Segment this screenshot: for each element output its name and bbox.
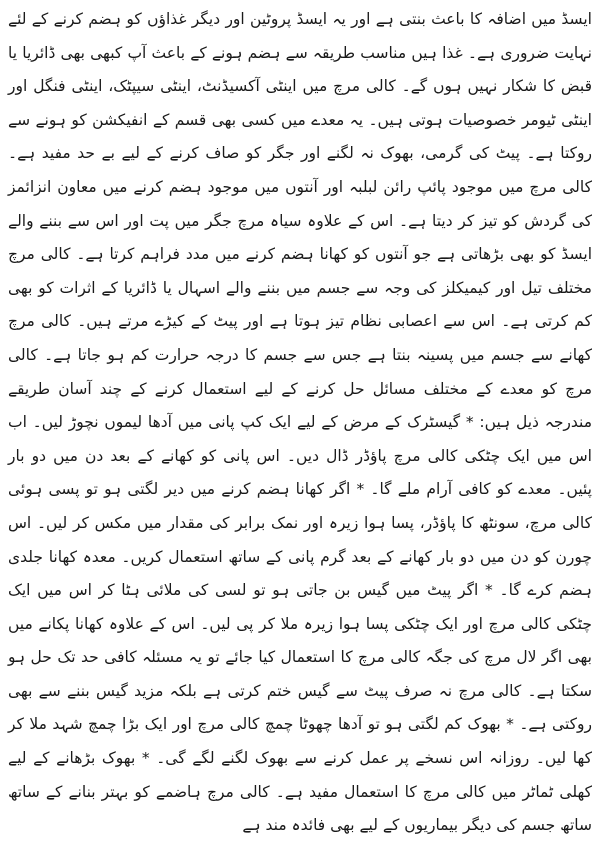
article-body bbox=[8, 0, 592, 835]
article-paragraph: ایسڈ میں اضافہ کا باعث بنتی ہے اور یہ ایسڈ پروٹین اور دیگر غذاؤں کو ہضم کرنے کے لئے نہایت ضروری ہے۔ غذا ہیں مناسب طریقہ سے ہضم ہونے کے باعث آپ کبھی بھی ڈائریا یا قبض کا شکار نہیں ہوں گے۔ کالی مرچ میں اینٹی آکسیڈنٹ، اینٹی سیپٹک، اینٹی فنگل اور اینٹی ٹیومر خصوصیات ہوتی ہیں۔ یہ معدے میں کسی بھی قسم کے انفیکشن کو ہونے سے روکتا ہے۔ پیٹ کی گرمی، بھوک نہ لگنے اور جگر کو صاف کرنے کے لیے بے حد مفید ہے۔ کالی مرچ میں موجود پائپ رائن لبلبہ اور آنتوں میں موجود ہضم کرنے میں معاون انزائمز کی گردش کو تیز کر دیتا ہے۔ اس کے علاوہ سیاہ مرچ جگر میں پت اور اس سے بننے والے ایسڈ کو بھی بڑھاتی ہے جو آنتوں کو کھانا ہضم کرنے میں مدد فراہم کرتا ہے۔ کالی مرچ مختلف تیل اور کیمیکلز کی وجہ سے جسم میں بننے والے اسہال یا ڈائریا کے اثرات کو بھی کم کرتی ہے۔ اس سے اعصابی نظام تیز ہوتا ہے اور پیٹ کے کیڑے مرتے ہیں۔ کالی مرچ کھانے سے جسم میں پسینہ بنتا ہے جس سے جسم کا درجہ حرارت کم ہو جاتا ہے۔ کالی مرچ کو معدے کے مختلف مسائل حل کرنے کے لیے استعمال کرنے کے چند آسان طریقے مندرجہ ذیل ہیں: * گیسٹرک کے مرض کے لیے ایک کپ پانی میں آدھا لیموں نچوڑ لیں۔ اب اس میں ایک چٹکی کالی مرچ پاؤڈر ڈال دیں۔ اس پانی کو کھانے کے بعد دن میں دو بار پئیں۔ معدے کو کافی آرام ملے گا۔ * اگر کھانا ہضم کرنے میں دیر لگتی ہو تو پسی ہوئی کالی مرچ، سونٹھ کا پاؤڈر، پسا ہوا زیرہ اور نمک برابر کی مقدار میں مکس کر لیں۔ اس چورن کو دن میں دو بار کھانے کے بعد گرم پانی کے ساتھ استعمال کریں۔ معدہ کھانا جلدی ہضم کرے گا۔ * اگر پیٹ میں گیس بن جاتی ہو تو لسی کی ملائی ہٹا کر اس میں ایک چٹکی کالی مرچ اور ایک چٹکی پسا ہوا زیرہ ملا کر پی لیں۔ اس کے علاوہ کھانا پکانے میں بھی اگر لال مرچ کی جگہ کالی مرچ کا استعمال کیا جائے تو یہ مسئلہ کافی حد تک حل ہو سکتا ہے۔ کالی مرچ نہ صرف پیٹ سے گیس ختم کرتی ہے بلکہ مزید گیس بننے سے بھی روکتی ہے۔ * بھوک کم لگتی ہو تو آدھا چھوٹا چمچ کالی مرچ اور ایک بڑا چمچ شہد ملا کر کھا لیں۔ روزانہ اس نسخے پر عمل کرنے سے بھوک لگنے لگے گی۔ * بھوک بڑھانے کے لیے کھلی ٹماٹر میں کالی مرچ کا استعمال مفید ہے۔ کالی مرچ ہاضمے کو بہتر بنانے کے ساتھ ساتھ جسم کی دیگر بیماریوں کے لیے بھی فائدہ مند ہے bbox=[8, 10, 592, 835]
